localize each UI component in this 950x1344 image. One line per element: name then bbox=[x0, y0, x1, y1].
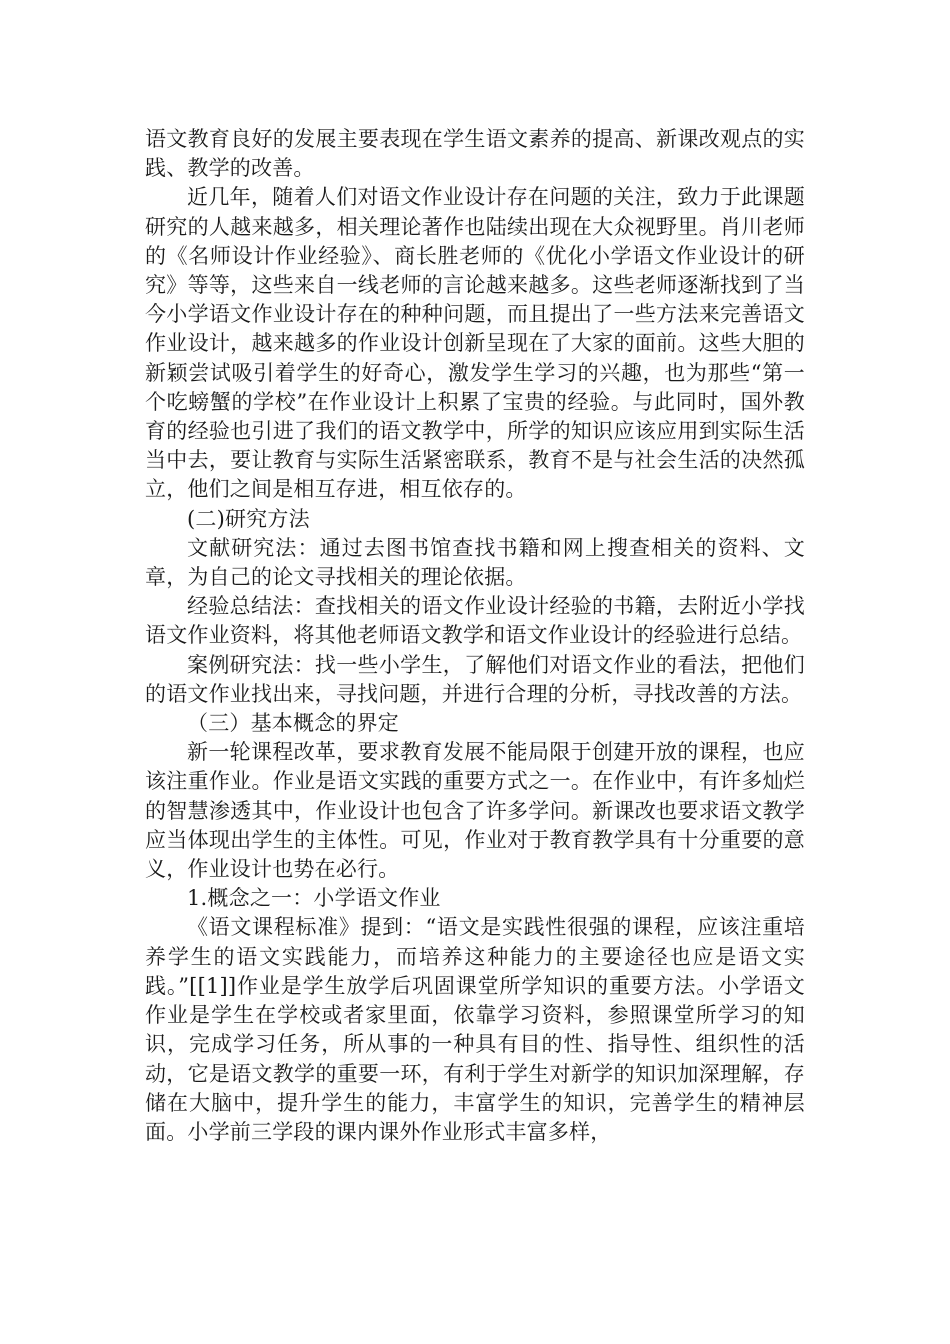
paragraph: 语文教育良好的发展主要表现在学生语文素养的提高、新课改观点的实践、教学的改善。 bbox=[145, 127, 805, 181]
paragraph: 《语文课程标准》提到：“语文是实践性很强的课程，应该注重培养学生的语文实践能力，而培养这种能力的主要途径也应是语文实践。”[[1]]作业是学生放学后巩固课堂所学知识的重要方法。小学语文作业是学生在学校或者家里面，依靠学习资料，参照课堂所学习的知识，完成学习任务，所从事的一种具有目的性、指导性、组织性的活动，它是语文教学的重要一环，有利于学生对新学的知识加深理解，存储在大脑中，提升学生的能力，丰富学生的知识，完善学生的精神层面。小学前三学段的课内课外作业形式丰富多样， bbox=[145, 915, 805, 1144]
section-heading: (二)研究方法 bbox=[187, 506, 310, 531]
section-heading: （三）基本概念的界定 bbox=[187, 711, 399, 736]
paragraph: 近几年，随着人们对语文作业设计存在问题的关注，致力于此课题研究的人越来越多，相关理论著作也陆续出现在大众视野里。肖川老师的《名师设计作业经验》、商长胜老师的《优化小学语文作业设计的研究》等等，这些来自一线老师的言论越来越多。这些老师逐渐找到了当今小学语文作业设计存在的种种问题，而且提出了一些方法来完善语文作业设计，越来越多的作业设计创新呈现在了大家的面前。这些大胆的新颖尝试吸引着学生的好奇心，激发学生学习的兴趣，也为那些“第一个吃螃蟹的学校”在作业设计上积累了宝贵的经验。与此同时，国外教育的经验也引进了我们的语文教学中，所学的知识应该应用到实际生活当中去，要让教育与实际生活紧密联系，教育不是与社会生活的决然孤立，他们之间是相互存进，相互依存的。 bbox=[145, 185, 805, 502]
paragraph: 新一轮课程改革，要求教育发展不能局限于创建开放的课程，也应该注重作业。作业是语文实践的重要方式之一。在作业中，有许多灿烂的智慧渗透其中，作业设计也包含了许多学问。新课改也要求语文教学应当体现出学生的主体性。可见，作业对于教育教学具有十分重要的意义，作业设计也势在必行。 bbox=[145, 740, 805, 882]
document-body bbox=[145, 125, 805, 1147]
subsection-heading: 1.概念之一：小学语文作业 bbox=[187, 886, 441, 911]
paragraph: 经验总结法：查找相关的语文作业设计经验的书籍，去附近小学找语文作业资料，将其他老师语文教学和语文作业设计的经验进行总结。 bbox=[145, 594, 805, 648]
paragraph: 文献研究法：通过去图书馆查找书籍和网上搜查相关的资料、文章，为自己的论文寻找相关的理论依据。 bbox=[145, 535, 805, 590]
paragraph: 案例研究法：找一些小学生，了解他们对语文作业的看法，把他们的语文作业找出来，寻找问题，并进行合理的分析，寻找改善的方法。 bbox=[145, 652, 805, 706]
